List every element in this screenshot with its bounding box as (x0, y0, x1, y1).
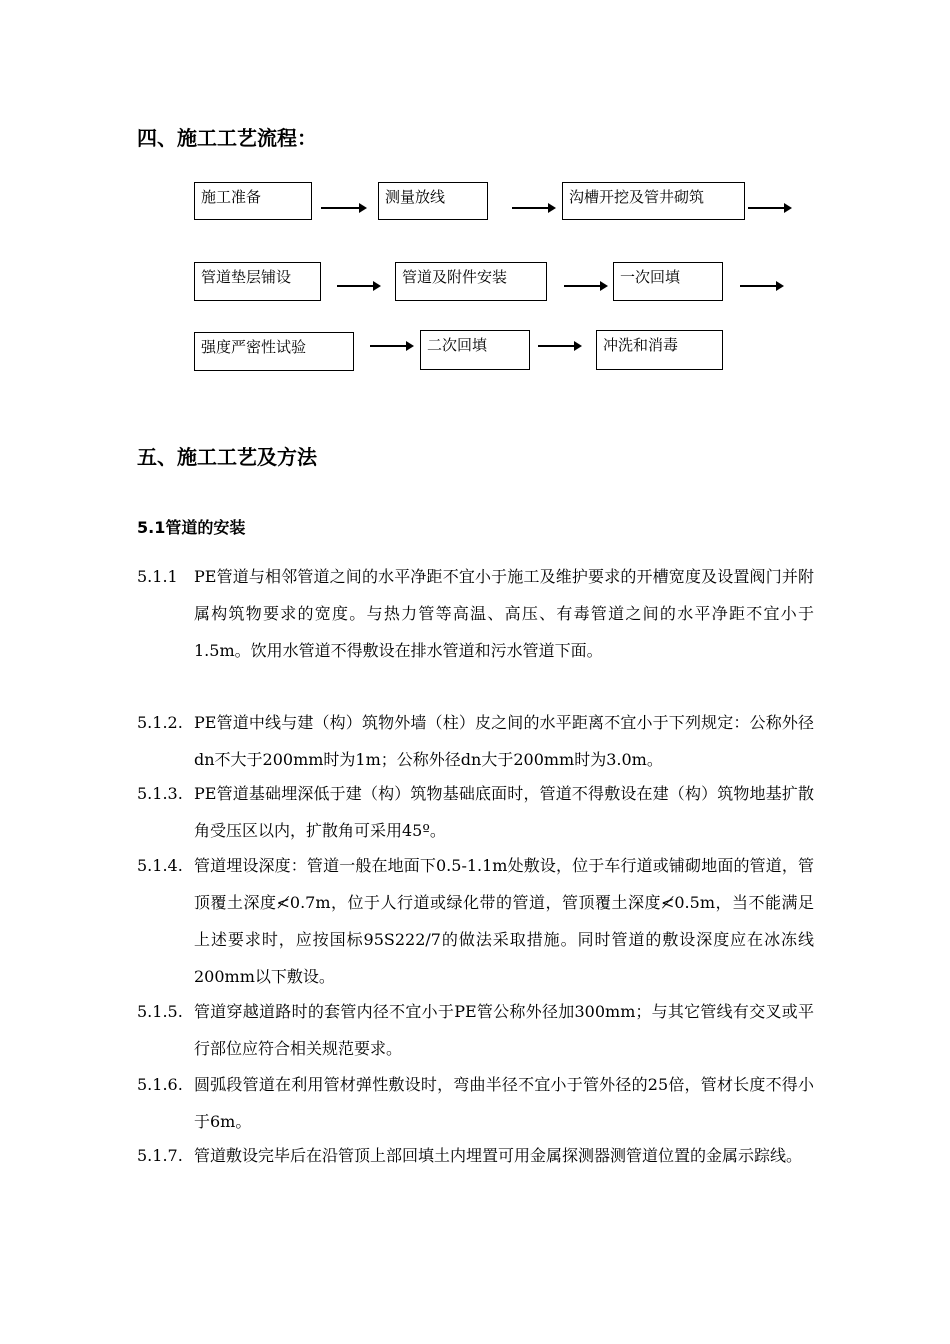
clause-text: 管道敷设完毕后在沿管顶上部回填土内埋置可用金属探测器测管道位置的金属示踪线。 (194, 1146, 803, 1165)
flow-step-survey: 测量放线 (378, 182, 488, 220)
flow-step-flushing: 冲洗和消毒 (596, 330, 723, 370)
flow-step-trench: 沟槽开挖及管井砌筑 (562, 182, 745, 220)
clause-5-1-1 (137, 558, 814, 669)
clause-5-1-3 (137, 775, 814, 849)
flow-arrow (337, 285, 375, 287)
clause-5-1-2 (137, 704, 814, 778)
clause-5-1-7 (137, 1137, 814, 1174)
flow-step-first-backfill: 一次回填 (613, 262, 723, 301)
clause-number: 5.1.5. (137, 1002, 183, 1021)
section-4-title: 四、施工工艺流程： (137, 126, 317, 150)
flow-arrow (748, 207, 786, 209)
clause-text: PE管道中线与建（构）筑物外墙（柱）皮之间的水平距离不宜小于下列规定：公称外径dn不大于200mm时为1m；公称外径dn大于200mm时为3.0m。 (194, 713, 814, 769)
clause-5-1-6 (137, 1066, 814, 1140)
clause-text: PE管道基础埋深低于建（构）筑物基础底面时，管道不得敷设在建（构）筑物地基扩散角受压区以内，扩散角可采用45º。 (194, 784, 814, 840)
flow-arrow (512, 207, 550, 209)
clause-text: PE管道与相邻管道之间的水平净距不宜小于施工及维护要求的开槽宽度及设置阀门并附属构筑物要求的宽度。与热力管等高温、高压、有毒管道之间的水平净距不宜小于1.5m。饮用水管道不得敷设在排水管道和污水管道下面。 (194, 567, 814, 660)
flow-arrow (564, 285, 602, 287)
clause-text: 圆弧段管道在利用管材弹性敷设时，弯曲半径不宜小于管外径的25倍，管材长度不得小于6m。 (194, 1075, 814, 1131)
clause-text: 管道埋设深度：管道一般在地面下0.5-1.1m处敷设，位于车行道或铺砌地面的管道，管顶覆土深度≮0.7m，位于人行道或绿化带的管道，管顶覆土深度≮0.5m，当不能满足上述要求时，应按国标95S222/7的做法采取措施。同时管道的敷设深度应在冰冻线200mm以下敷设。 (194, 856, 814, 986)
clause-number: 5.1.2. (137, 713, 183, 732)
subsection-5-1-title: 5.1管道的安装 (137, 518, 246, 537)
flow-step-bedding: 管道垫层铺设 (194, 262, 321, 301)
flow-step-preparation: 施工准备 (194, 182, 312, 220)
clause-number: 5.1.6. (137, 1075, 183, 1094)
flow-step-second-backfill: 二次回填 (420, 330, 530, 370)
flow-step-installation: 管道及附件安装 (395, 262, 547, 301)
flow-arrow (740, 285, 778, 287)
clause-5-1-4 (137, 847, 814, 995)
flow-arrow (538, 345, 576, 347)
clause-number: 5.1.3. (137, 784, 183, 803)
flow-arrow (321, 207, 361, 209)
clause-number: 5.1.7. (137, 1146, 183, 1165)
clause-number: 5.1.4. (137, 856, 183, 875)
section-5-title: 五、施工工艺及方法 (137, 445, 317, 469)
flow-step-pressure-test: 强度严密性试验 (194, 332, 354, 371)
clause-number: 5.1.1 (137, 567, 178, 586)
clause-5-1-5 (137, 993, 814, 1067)
clause-text: 管道穿越道路时的套管内径不宜小于PE管公称外径加300mm；与其它管线有交叉或平行部位应符合相关规范要求。 (194, 1002, 814, 1058)
flow-arrow (370, 345, 408, 347)
